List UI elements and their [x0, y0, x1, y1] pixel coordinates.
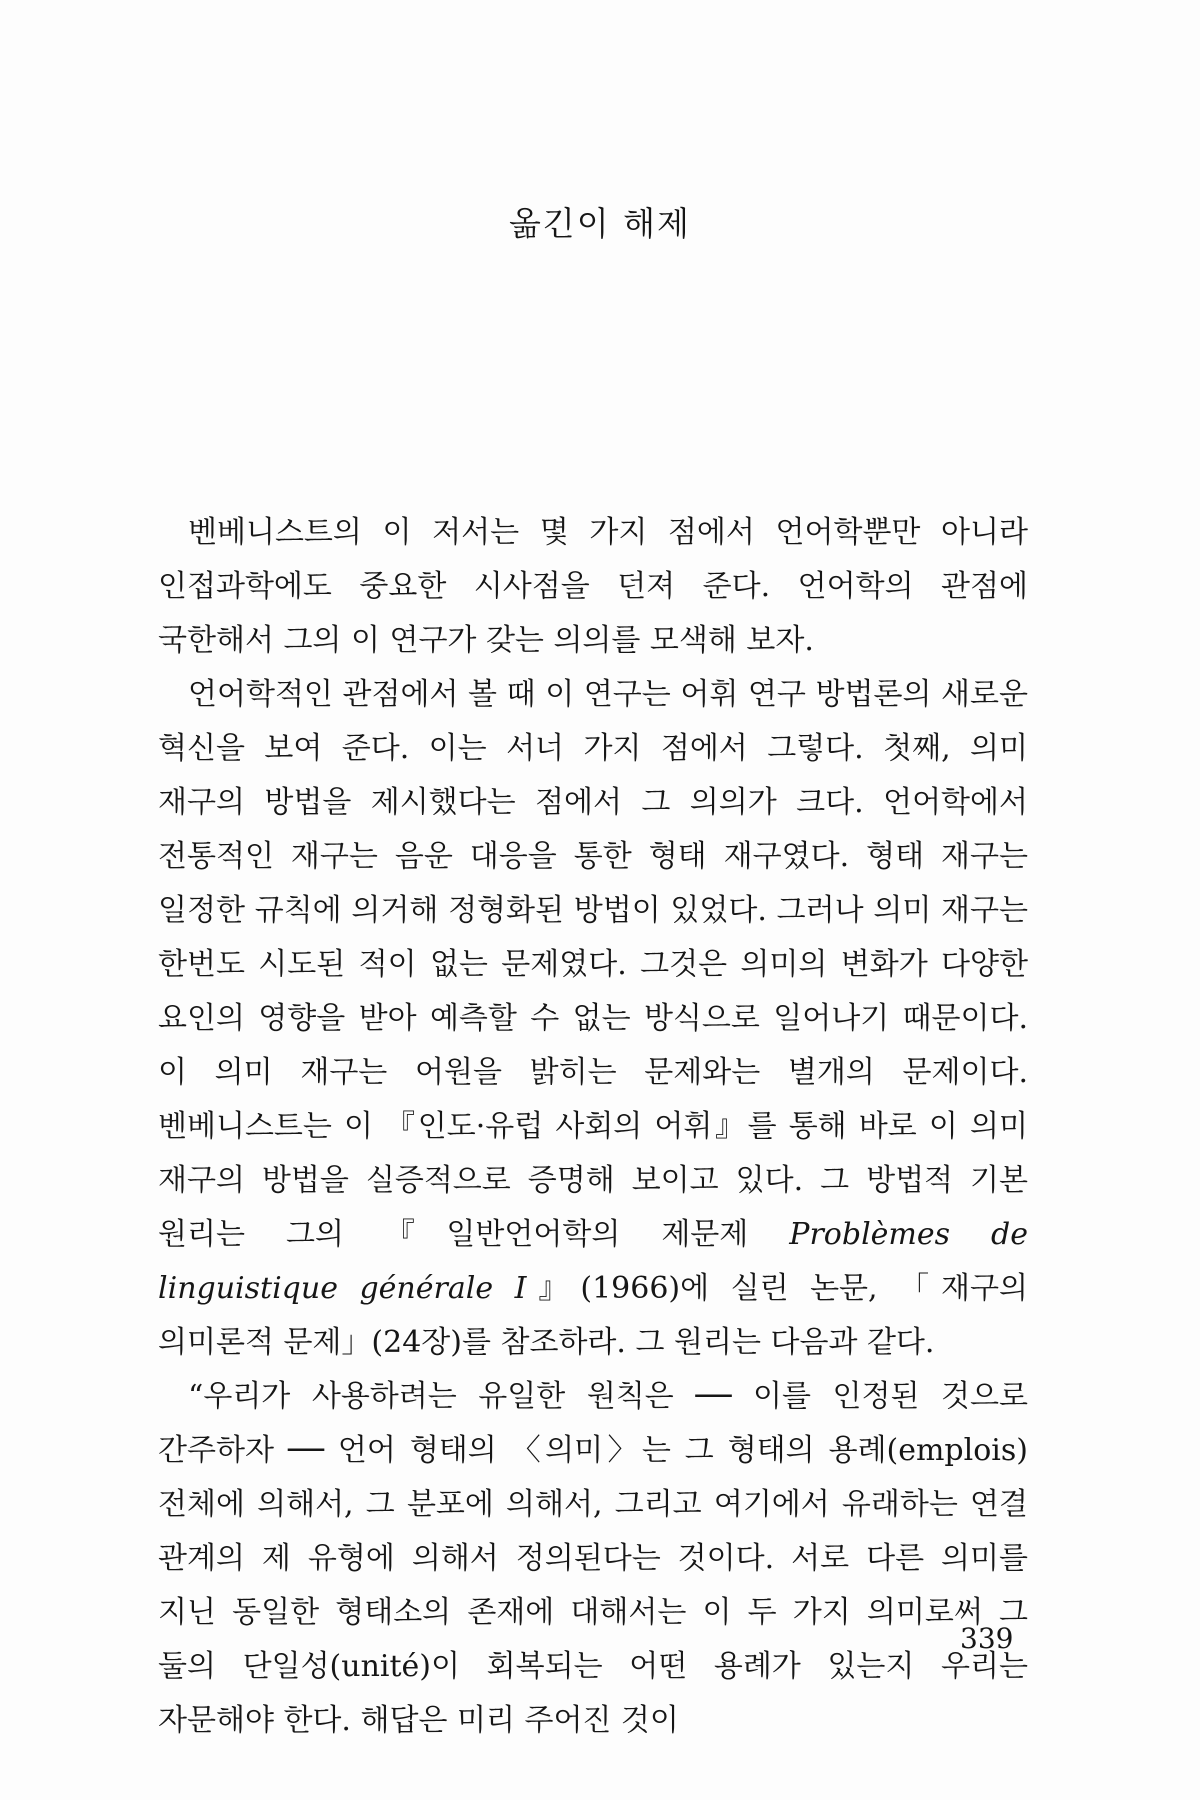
book-title-italic: Problèmes de linguistique générale I — [158, 1217, 1028, 1306]
body-text — [158, 506, 1028, 1748]
paragraph-1: 벤베니스트의 이 저서는 몇 가지 점에서 언어학뿐만 아니라 인접과학에도 중요한 시사점을 던져 준다. 언어학의 관점에 국한해서 그의 이 연구가 갖는 의의를 모색해 보자. — [158, 515, 1028, 658]
paragraph-3-quote: “우리가 사용하려는 유일한 원칙은 ── 이를 인정된 것으로 간주하자 ── 언어 형태의 〈의미〉는 그 형태의 용례(emplois) 전체에 의해서, 그 분포에 의해서, 그리고 여기에서 유래하는 연결 관계의 제 유형에 의해서 정의된다는 것이다. 서로 다른 의미를 지닌 동일한 형태소의 존재에 대해서는 이 두 가지 의미로써 그 둘의 단일성(unité)이 회복되는 어떤 용례가 있는지 우리는 자문해야 한다. 해답은 미리 주어진 것이 — [158, 1379, 1028, 1738]
paragraph-2 — [158, 668, 1028, 1370]
paragraph-2-text-after: 』(1966)에 실린 논문, 「재구의 의미론적 문제」(24장)를 참조하라. 그 원리는 다음과 같다. — [158, 1271, 1028, 1360]
page-number: 339 — [960, 1622, 1014, 1655]
chapter-title: 옮긴이 해제 — [509, 204, 691, 243]
paragraph-2-text-before: 언어학적인 관점에서 볼 때 이 연구는 어휘 연구 방법론의 새로운 혁신을 보여 준다. 이는 서너 가지 점에서 그렇다. 첫째, 의미 재구의 방법을 제시했다는 점에서 그 의의가 크다. 언어학에서 전통적인 재구는 음운 대응을 통한 형태 재구였다. 형태 재구는 일정한 규칙에 의거해 정형화된 방법이 있었다. 그러나 의미 재구는 한번도 시도된 적이 없는 문제였다. 그것은 의미의 변화가 다양한 요인의 영향을 받아 예측할 수 없는 방식으로 일어나기 때문이다. 이 의미 재구는 어원을 밝히는 문제와는 별개의 문제이다. 벤베니스트는 이 『인도·유럽 사회의 어휘』를 통해 바로 이 의미 재구의 방법을 실증적으로 증명해 보이고 있다. 그 방법적 기본 원리는 그의 『일반언어학의 제문제 — [158, 677, 1028, 1252]
